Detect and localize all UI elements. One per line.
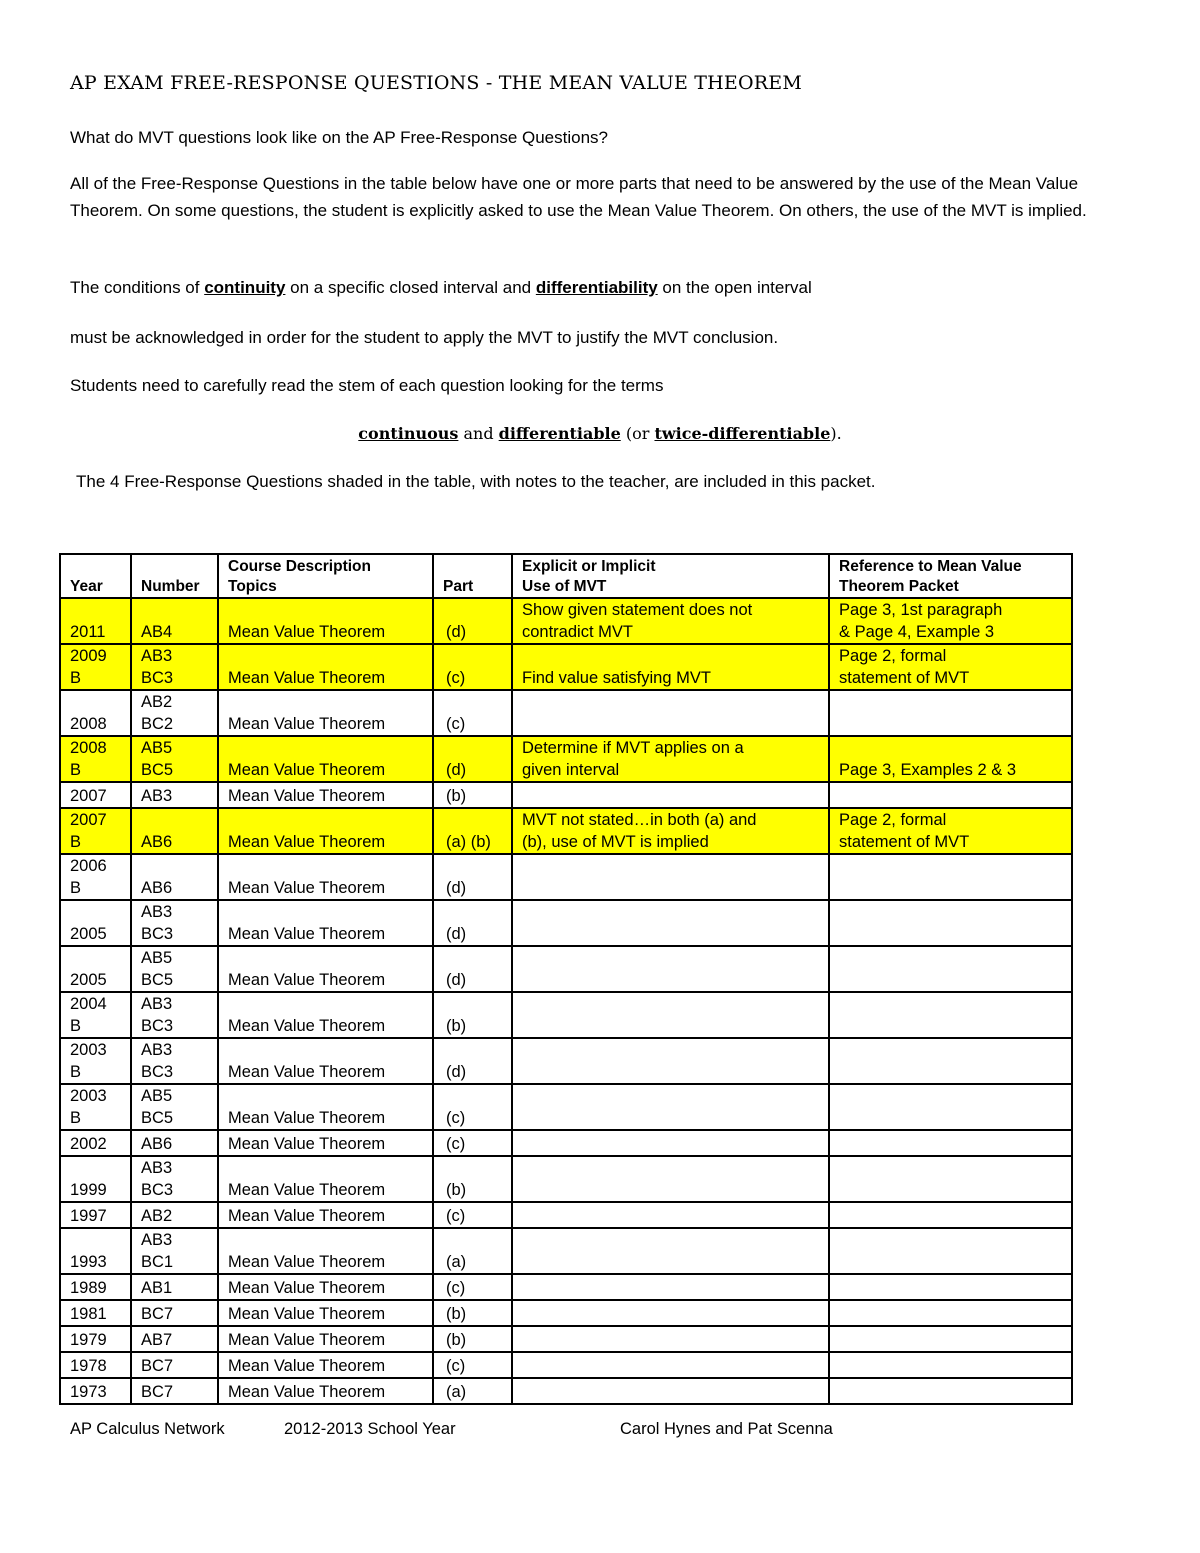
table-row (60, 736, 1072, 782)
cell-part: (b) (433, 1156, 512, 1202)
cell-year: 1978 (60, 1352, 131, 1378)
cell-part: (c) (433, 1202, 512, 1228)
cell-year: 2008 B (60, 736, 131, 782)
table-row (60, 946, 1072, 992)
cell-reference (829, 690, 1072, 736)
cell-part: (c) (433, 1130, 512, 1156)
cell-part: (a) (433, 1378, 512, 1404)
cell-reference (829, 992, 1072, 1038)
cell-number: AB3 BC3 (131, 644, 218, 690)
table-row (60, 1326, 1072, 1352)
cell-reference (829, 1156, 1072, 1202)
cell-topic: Mean Value Theorem (218, 736, 433, 782)
cell-part: (c) (433, 1352, 512, 1378)
cell-year: 2007 (60, 782, 131, 808)
table-row (60, 1228, 1072, 1274)
cell-topic: Mean Value Theorem (218, 1228, 433, 1274)
table-row (60, 1084, 1072, 1130)
cell-reference (829, 946, 1072, 992)
intro-question: What do MVT questions look like on the AP Free-Response Questions? (70, 128, 608, 147)
cell-topic: Mean Value Theorem (218, 1274, 433, 1300)
cell-year: 2011 (60, 598, 131, 644)
cell-number: AB6 (131, 854, 218, 900)
cell-reference (829, 1352, 1072, 1378)
cell-number: AB5 BC5 (131, 946, 218, 992)
table-body (60, 598, 1072, 1404)
cell-number: AB3 BC1 (131, 1228, 218, 1274)
terms-and: and (458, 424, 499, 443)
terms-line (0, 420, 1200, 447)
cell-year: 2005 (60, 946, 131, 992)
cell-number: BC7 (131, 1300, 218, 1326)
cell-part: (d) (433, 1038, 512, 1084)
cell-reference (829, 1130, 1072, 1156)
terms-close: ). (830, 424, 842, 443)
conditions-line (70, 274, 1130, 301)
cell-use-of-mvt (512, 1156, 829, 1202)
conditions-text-3: on the open interval (657, 278, 812, 297)
header-part: Part (433, 554, 512, 598)
header-use-of-mvt: Explicit or Implicit Use of MVT (512, 554, 829, 598)
header-year: Year (60, 554, 131, 598)
table-header-row (60, 554, 1072, 598)
cell-topic: Mean Value Theorem (218, 1038, 433, 1084)
table-row (60, 808, 1072, 854)
cell-reference: Page 2, formal statement of MVT (829, 808, 1072, 854)
keyword-continuous: continuous (358, 424, 459, 443)
cell-year: 2003 B (60, 1084, 131, 1130)
table-row (60, 1038, 1072, 1084)
table-row (60, 1202, 1072, 1228)
cell-number: AB3 BC3 (131, 900, 218, 946)
cell-topic: Mean Value Theorem (218, 690, 433, 736)
footer-school-year: 2012-2013 School Year (284, 1420, 456, 1438)
cell-use-of-mvt (512, 1202, 829, 1228)
cell-number: AB3 BC3 (131, 1038, 218, 1084)
cell-year: 2008 (60, 690, 131, 736)
conditions-text-2: on a specific closed interval and (285, 278, 536, 297)
table-row (60, 690, 1072, 736)
cell-year: 1999 (60, 1156, 131, 1202)
cell-year: 1981 (60, 1300, 131, 1326)
header-reference: Reference to Mean Value Theorem Packet (829, 554, 1072, 598)
cell-topic: Mean Value Theorem (218, 1378, 433, 1404)
cell-part: (b) (433, 1326, 512, 1352)
cell-year: 1973 (60, 1378, 131, 1404)
cell-use-of-mvt (512, 900, 829, 946)
cell-number: AB4 (131, 598, 218, 644)
cell-reference (829, 1326, 1072, 1352)
acknowledge-line: must be acknowledged in order for the student to apply the MVT to justify the MVT conclusion. (70, 328, 779, 347)
cell-reference (829, 1300, 1072, 1326)
cell-reference (829, 1228, 1072, 1274)
cell-part: (c) (433, 1274, 512, 1300)
cell-part: (d) (433, 736, 512, 782)
keyword-twice-differentiable: twice-differentiable (654, 424, 831, 443)
cell-number: AB2 BC2 (131, 690, 218, 736)
cell-part: (c) (433, 1084, 512, 1130)
cell-year: 1979 (60, 1326, 131, 1352)
cell-use-of-mvt: Find value satisfying MVT (512, 644, 829, 690)
cell-use-of-mvt (512, 1130, 829, 1156)
cell-year: 2007 B (60, 808, 131, 854)
cell-part: (b) (433, 1300, 512, 1326)
cell-use-of-mvt (512, 1352, 829, 1378)
cell-part: (d) (433, 946, 512, 992)
cell-part: (d) (433, 598, 512, 644)
cell-use-of-mvt (512, 1038, 829, 1084)
cell-part: (c) (433, 690, 512, 736)
cell-part: (a) (b) (433, 808, 512, 854)
cell-topic: Mean Value Theorem (218, 900, 433, 946)
cell-number: AB7 (131, 1326, 218, 1352)
table-row (60, 1378, 1072, 1404)
cell-use-of-mvt (512, 854, 829, 900)
cell-use-of-mvt (512, 690, 829, 736)
cell-reference (829, 1274, 1072, 1300)
cell-use-of-mvt (512, 1326, 829, 1352)
table-row (60, 854, 1072, 900)
header-number: Number (131, 554, 218, 598)
terms-open: (or (620, 424, 655, 443)
cell-year: 1989 (60, 1274, 131, 1300)
table-row (60, 1352, 1072, 1378)
students-line: Students need to carefully read the stem of each question looking for the terms (70, 376, 664, 395)
cell-number: AB3 BC3 (131, 1156, 218, 1202)
page-title: AP EXAM FREE-RESPONSE QUESTIONS - THE MEAN VALUE THEOREM (70, 72, 802, 94)
cell-number: AB6 (131, 808, 218, 854)
cell-topic: Mean Value Theorem (218, 1202, 433, 1228)
packet-note: The 4 Free-Response Questions shaded in the table, with notes to the teacher, are included in this packet. (76, 472, 876, 491)
cell-part: (d) (433, 854, 512, 900)
cell-reference (829, 1202, 1072, 1228)
cell-number: AB1 (131, 1274, 218, 1300)
cell-number: AB3 BC3 (131, 992, 218, 1038)
cell-use-of-mvt (512, 1274, 829, 1300)
cell-use-of-mvt (512, 946, 829, 992)
cell-use-of-mvt (512, 1228, 829, 1274)
cell-use-of-mvt: MVT not stated…in both (a) and (b), use of MVT is implied (512, 808, 829, 854)
cell-topic: Mean Value Theorem (218, 946, 433, 992)
cell-topic: Mean Value Theorem (218, 644, 433, 690)
table-row (60, 1274, 1072, 1300)
cell-use-of-mvt: Show given statement does not contradict MVT (512, 598, 829, 644)
table-row (60, 782, 1072, 808)
cell-part: (a) (433, 1228, 512, 1274)
cell-part: (b) (433, 782, 512, 808)
cell-reference: Page 2, formal statement of MVT (829, 644, 1072, 690)
cell-number: BC7 (131, 1352, 218, 1378)
cell-number: AB2 (131, 1202, 218, 1228)
cell-part: (c) (433, 644, 512, 690)
cell-topic: Mean Value Theorem (218, 854, 433, 900)
cell-year: 2004 B (60, 992, 131, 1038)
cell-reference (829, 1084, 1072, 1130)
conditions-text-1: The conditions of (70, 278, 205, 297)
cell-reference (829, 1038, 1072, 1084)
table-row (60, 644, 1072, 690)
footer-network: AP Calculus Network (70, 1420, 225, 1438)
cell-reference (829, 782, 1072, 808)
cell-year: 1997 (60, 1202, 131, 1228)
cell-reference (829, 900, 1072, 946)
cell-number: AB6 (131, 1130, 218, 1156)
table-row (60, 1156, 1072, 1202)
cell-use-of-mvt (512, 1300, 829, 1326)
table-row (60, 1130, 1072, 1156)
cell-topic: Mean Value Theorem (218, 1156, 433, 1202)
table-row (60, 900, 1072, 946)
cell-reference (829, 1378, 1072, 1404)
cell-topic: Mean Value Theorem (218, 808, 433, 854)
cell-topic: Mean Value Theorem (218, 1130, 433, 1156)
cell-use-of-mvt (512, 782, 829, 808)
table-row (60, 598, 1072, 644)
cell-part: (d) (433, 900, 512, 946)
cell-year: 2003 B (60, 1038, 131, 1084)
keyword-continuity: continuity (204, 278, 286, 297)
cell-reference: Page 3, 1st paragraph & Page 4, Example 3 (829, 598, 1072, 644)
cell-topic: Mean Value Theorem (218, 1352, 433, 1378)
cell-topic: Mean Value Theorem (218, 1084, 433, 1130)
cell-reference (829, 854, 1072, 900)
cell-reference: Page 3, Examples 2 & 3 (829, 736, 1072, 782)
keyword-differentiability: differentiability (535, 278, 658, 297)
cell-year: 1993 (60, 1228, 131, 1274)
cell-number: AB3 (131, 782, 218, 808)
cell-use-of-mvt (512, 1378, 829, 1404)
intro-paragraph: All of the Free-Response Questions in the table below have one or more parts that need to be answered by the use of the Mean Value Theorem. On some questions, the student is explicitly asked to use the Mean Value Theorem. On others, the use of the MVT is implied. (70, 174, 1087, 220)
header-topics: Course Description Topics (218, 554, 433, 598)
cell-number: AB5 BC5 (131, 736, 218, 782)
cell-number: BC7 (131, 1378, 218, 1404)
cell-topic: Mean Value Theorem (218, 782, 433, 808)
cell-year: 2005 (60, 900, 131, 946)
keyword-differentiable: differentiable (498, 424, 621, 443)
cell-topic: Mean Value Theorem (218, 992, 433, 1038)
mvt-questions-table (59, 553, 1073, 1405)
cell-year: 2002 (60, 1130, 131, 1156)
cell-year: 2009 B (60, 644, 131, 690)
footer-authors: Carol Hynes and Pat Scenna (620, 1420, 833, 1438)
cell-topic: Mean Value Theorem (218, 1326, 433, 1352)
cell-use-of-mvt (512, 992, 829, 1038)
cell-number: AB5 BC5 (131, 1084, 218, 1130)
cell-topic: Mean Value Theorem (218, 1300, 433, 1326)
table-row (60, 1300, 1072, 1326)
cell-part: (b) (433, 992, 512, 1038)
cell-topic: Mean Value Theorem (218, 598, 433, 644)
table-row (60, 992, 1072, 1038)
cell-use-of-mvt (512, 1084, 829, 1130)
cell-use-of-mvt: Determine if MVT applies on a given interval (512, 736, 829, 782)
cell-year: 2006 B (60, 854, 131, 900)
